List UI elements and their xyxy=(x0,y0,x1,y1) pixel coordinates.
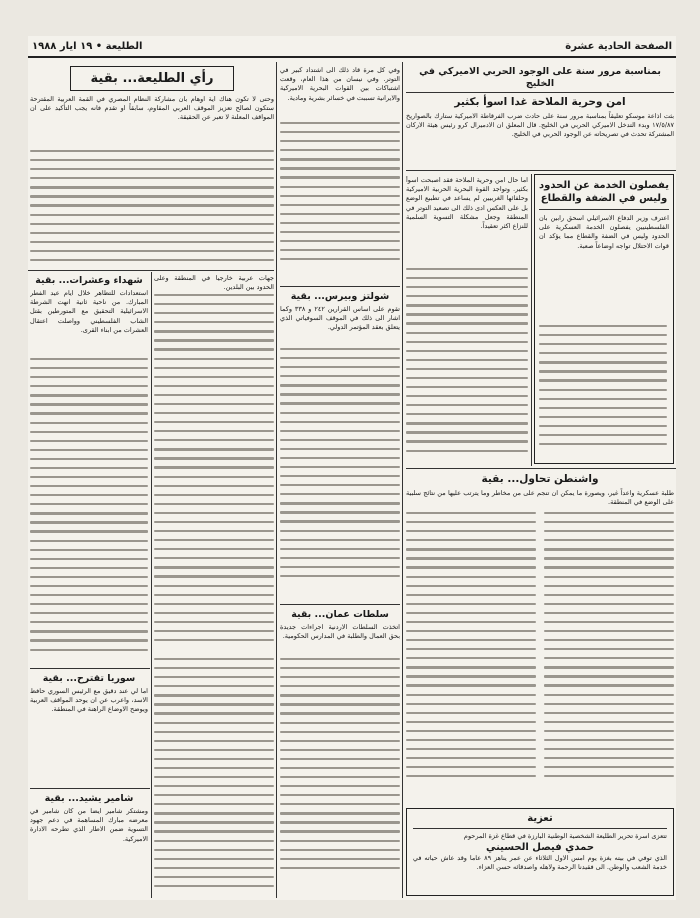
rule xyxy=(406,468,676,469)
gulf-text-lines xyxy=(406,268,528,459)
amman-text-lines xyxy=(280,658,400,876)
borders-body: اعترف وزير الدفاع الاسرائيلي اسحق رابين بان الفلسطينيين يفصلون الخدمة العسكرية على الحدود وليس في الضفة والقطاع مما يؤكد ان قوات الاحتلال تواجه اوضاعاً صعبة. xyxy=(539,214,669,250)
middle-column xyxy=(280,66,400,284)
column-divider xyxy=(402,62,403,898)
gulf-article xyxy=(406,66,674,168)
opinion-body: وحتى لا تكون هناك اية اوهام بان مشاركة النظام المصري في القمة العربية المقترحة ستكون لصالح تعزيز الموقف العربي المقاوم، سابقاً او تقدم فانه يجب التأكيد على ان المواقف المعلنة لا تعبر عن الحقيقة. xyxy=(30,95,274,122)
shultz-headline: شولتز وبيرس... بقية xyxy=(290,291,390,302)
middle-text-lines xyxy=(280,122,400,267)
opinion-text-lines xyxy=(30,150,274,266)
continued-text: جهات عربية خارجيا في المنطقة وعلى الحدود بين البلدين. xyxy=(154,274,274,292)
continued-column xyxy=(154,274,274,654)
continued-text-lines xyxy=(154,294,274,648)
shultz-article xyxy=(280,290,400,602)
amman-headline: سلطات عمان... بقية xyxy=(291,609,389,620)
washington-lines-right xyxy=(544,512,674,784)
condolence-name: حمدي فيصل الحسيني xyxy=(485,842,595,854)
gulf-headline: امن وحرية الملاحة غدا اسوأ بكثير xyxy=(454,96,626,108)
amman-article xyxy=(280,608,400,896)
column-divider xyxy=(531,174,532,466)
middle-body: وفي كل مرة قاد ذلك الى اشتداد كبير في التوتر. وفي نيسان من هذا العام، وقعت اشتباكات بين القوات البحرية الاميركية والايرانية تسببت في خسائر بشرية ومادية. xyxy=(280,66,400,102)
washington-body: طلبة عسكرية واعداً غير، ويصورة ما يمكن ان تنجم على من مخاطر وما يترتب عليها من نتائج سلبية على الوضع في المنطقة. xyxy=(406,489,674,507)
shamir-headline: شامير يشيد... بقية xyxy=(44,793,134,804)
shamir-article xyxy=(30,792,148,898)
martyrs-headline: شهداء وعشرات... بقية xyxy=(35,275,143,286)
gulf-lead: بثت اذاعة موسكو تعليقاً بمناسبة مرور سنة على حادث ضرب الفرقاطة الاميركية ستارك بالصواريخ ١٧/٥/٨٧ وبدء التدخل الاميركي الحربي في الخليج. قال المعلق ان الادميرال كرو رئيس هيئة الاركان المشتركة تحدث في تصريحاته عن الوجود الحربي في الخليج. xyxy=(406,112,674,139)
rule xyxy=(280,286,400,287)
martyrs-article xyxy=(30,274,148,664)
washington-lines-left xyxy=(406,512,536,784)
condolence-intro: تتعزى اسرة تحرير الطليعة الشخصية الوطنية البارزة في قطاع غزة المرحوم xyxy=(463,832,667,840)
amman-body: اتخذت السلطات الاردنية اجراءات جديدة بحق العمال والطلبة في المدارس الحكومية. xyxy=(280,623,400,641)
gulf-kicker: بمناسبة مرور سنة على الوجود الحربي الاميركي في الخليج xyxy=(406,66,674,93)
lower-continued xyxy=(154,658,274,898)
column-divider xyxy=(151,272,152,898)
newspaper-issue: الطليعة • ١٩ ايار ١٩٨٨ xyxy=(32,40,143,52)
borders-headline: يفصلون الخدمة عن الحدود وليس في الضفة والقطاع xyxy=(539,179,669,210)
martyrs-text-lines xyxy=(30,358,148,658)
newspaper-page xyxy=(28,36,676,900)
opinion-article xyxy=(30,66,274,266)
washington-article xyxy=(406,472,674,804)
borders-text-lines xyxy=(539,325,667,452)
page-label: الصفحة الحادية عشرة xyxy=(565,40,672,52)
washington-headline: واشنطن تحاول... بقية xyxy=(481,473,599,485)
shultz-body: تقوم على اساس القرارين ٢٤٢ و ٣٣٨ وكما اشار الى ذلك في الموقف السوفياتي الذي يتعلق بعقد المؤتمر الدولي. xyxy=(280,305,400,332)
syria-article xyxy=(30,672,148,784)
gulf-body-text: اما حال امن وحرية الملاحة فقد اصبحت اسوأ بكثير. وتواجد القوة البحرية الحربية الاميركية وحلفائها الغربيين لم يساعد في تطبيع الوضع بل على العكس ادى ذلك الى تصعيد التوتر في المنطقة وجعل مشكلة التسوية السلمية للنزاع اكثر تعقيداً. xyxy=(406,176,528,231)
borders-article xyxy=(534,174,674,464)
lower-text-lines xyxy=(154,658,274,894)
syria-headline: سوريا تقترح... بقية xyxy=(42,673,136,684)
gulf-body xyxy=(406,176,528,466)
opinion-title-box xyxy=(70,66,234,91)
shultz-text-lines xyxy=(280,348,400,584)
rule xyxy=(28,270,274,271)
martyrs-body: استعدادات للتظاهر خلال ايام عيد الفطر المبارك. من ناحية ثانية انهت الشرطة الاسرائيلية التحقيق مع المتورطين بقتل الشاب الفلسطيني وواصلت اعتقال العشرات من ابناء القرى. xyxy=(30,289,148,334)
page-header xyxy=(28,36,676,58)
syria-body: اما لي عند دقيق مع الرئيس السوري حافظ الاسد، واعرب عن ان يوحد المواقف العربية ويوضح الاوضاع الراهنة في المنطقة. xyxy=(30,687,148,714)
condolence-title: تعزية xyxy=(527,813,553,824)
condolence-body: الذي توفي في بيته بغزة يوم امس الاول الثلاثاء عن عمر يناهز ٨٩ عاما وقد عاش حياته في خدمة الشعب والوطن. الى فقيدنا الرحمة ولاهله واصدقائه حسن العزاء. xyxy=(413,854,667,872)
shamir-body: ومشتكر شامير ايضا من كان شامير في معرضه مبارك المساهمة في دعم جهود التسوية ضمن الاطار الذي تطرحه الادارة الاميركية. xyxy=(30,807,148,843)
condolence-box xyxy=(406,808,674,896)
rule xyxy=(280,604,400,605)
column-divider xyxy=(276,62,277,898)
opinion-headline: رأي الطليعة... بقية xyxy=(90,71,214,86)
rule xyxy=(406,170,676,171)
rule xyxy=(30,788,150,789)
rule xyxy=(30,668,150,669)
